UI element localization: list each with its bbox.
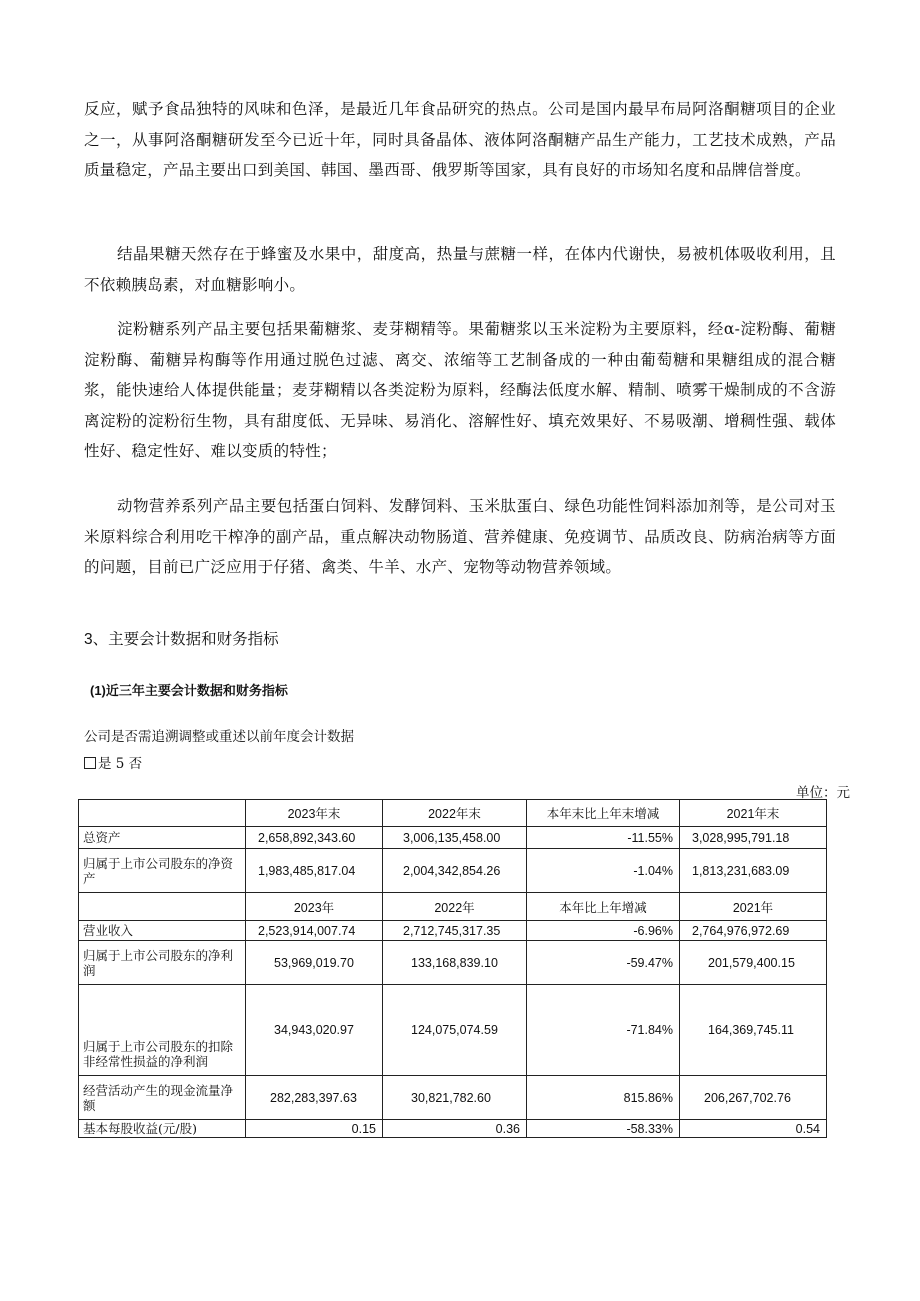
paragraph-animal-nutrition: 动物营养系列产品主要包括蛋白饲料、发酵饲料、玉米肽蛋白、绿色功能性饲料添加剂等，是公司对玉米原料综合利用吃干榨净的副产品，重点解决动物肠道、营养健康、免疫调节、品质改良、防病治病等方面的问题，目前已广泛应用于仔猪、禽类、牛羊、水产、宠物等动物营养领域。 <box>84 497 836 577</box>
row-label: 总资产 <box>79 827 246 849</box>
paragraph-allulose: 反应，赋予食品独特的风味和色泽，是最近几年食品研究的热点。公司是国内最早布局阿洛酮糖项目的企业之一，从事阿洛酮糖研发至今已近十年，同时具备晶体、液体阿洛酮糖产品生产能力，工艺技术成熟，产品质量稳定，产品主要出口到美国、韩国、墨西哥、俄罗斯等国家，具有良好的市场知名度和品牌信誉度。 <box>84 100 836 180</box>
answer-no: 5 否 <box>115 756 143 772</box>
value-cell: 815.86% <box>527 1076 680 1120</box>
value-cell: 206,267,702.76 <box>680 1076 827 1120</box>
header-cell: 2021年末 <box>680 800 827 827</box>
header-cell: 2023年 <box>246 893 383 921</box>
row-label: 归属于上市公司股东的净资产 <box>79 849 246 893</box>
financial-indicators-table <box>78 799 827 1138</box>
restatement-answer <box>84 752 142 772</box>
value-cell: 133,168,839.10 <box>383 941 527 985</box>
value-cell: -6.96% <box>527 921 680 941</box>
value-cell: 2,712,745,317.35 <box>383 921 527 941</box>
header-cell <box>79 800 246 827</box>
table-row <box>79 921 827 941</box>
header-cell <box>79 893 246 921</box>
header-cell: 2021年 <box>680 893 827 921</box>
value-cell: 30,821,782.60 <box>383 1076 527 1120</box>
row-label: 经营活动产生的现金流量净额 <box>79 1076 246 1120</box>
table-row <box>79 985 827 1076</box>
value-cell: 1,983,485,817.04 <box>246 849 383 893</box>
value-cell: -71.84% <box>527 985 680 1076</box>
table-header-row <box>79 893 827 921</box>
value-cell: 0.36 <box>383 1120 527 1138</box>
table-row <box>79 827 827 849</box>
restatement-question: 公司是否需追溯调整或重述以前年度会计数据 <box>84 729 354 745</box>
row-label: 归属于上市公司股东的扣除非经常性损益的净利润 <box>79 985 246 1076</box>
value-cell: 282,283,397.63 <box>246 1076 383 1120</box>
value-cell: 2,764,976,972.69 <box>680 921 827 941</box>
value-cell: 164,369,745.11 <box>680 985 827 1076</box>
header-cell: 本年比上年增减 <box>527 893 680 921</box>
value-cell: 53,969,019.70 <box>246 941 383 985</box>
unit-label: 单位：元 <box>796 785 850 801</box>
table-row <box>79 1076 827 1120</box>
value-cell: 0.54 <box>680 1120 827 1138</box>
value-cell: 1,813,231,683.09 <box>680 849 827 893</box>
value-cell: -1.04% <box>527 849 680 893</box>
value-cell: 0.15 <box>246 1120 383 1138</box>
answer-yes: 是 <box>98 756 112 772</box>
value-cell: 2,658,892,343.60 <box>246 827 383 849</box>
section-title: 3、主要会计数据和财务指标 <box>84 631 279 648</box>
row-label: 基本每股收益(元/股) <box>79 1120 246 1138</box>
table-row <box>79 1120 827 1138</box>
value-cell: -11.55% <box>527 827 680 849</box>
value-cell: 124,075,074.59 <box>383 985 527 1076</box>
value-cell: 3,006,135,458.00 <box>383 827 527 849</box>
paragraph-starch-sugar: 淀粉糖系列产品主要包括果葡糖浆、麦芽糊精等。果葡糖浆以玉米淀粉为主要原料，经α-淀粉酶、葡糖淀粉酶、葡糖异构酶等作用通过脱色过滤、离交、浓缩等工艺制备成的一种由葡萄糖和果糖组成的混合糖浆，能快速给人体提供能量；麦芽糊精以各类淀粉为原料，经酶法低度水解、精制、喷雾干燥制成的不含游离淀粉的淀粉衍生物，具有甜度低、无异味、易消化、溶解性好、填充效果好、不易吸潮、增稠性强、载体性好、稳定性好、难以变质的特性； <box>84 320 836 461</box>
header-cell: 2022年 <box>383 893 527 921</box>
row-label: 营业收入 <box>79 921 246 941</box>
header-cell: 本年末比上年末增减 <box>527 800 680 827</box>
section-subtitle: (1)近三年主要会计数据和财务指标 <box>90 683 288 698</box>
table-row <box>79 849 827 893</box>
paragraph-crystalline-fructose: 结晶果糖天然存在于蜂蜜及水果中，甜度高，热量与蔗糖一样，在体内代谢快，易被机体吸收利用，且不依赖胰岛素，对血糖影响小。 <box>84 245 836 294</box>
table-row <box>79 941 827 985</box>
header-cell: 2022年末 <box>383 800 527 827</box>
value-cell: 201,579,400.15 <box>680 941 827 985</box>
value-cell: 34,943,020.97 <box>246 985 383 1076</box>
checkbox-icon <box>84 757 96 769</box>
value-cell: 3,028,995,791.18 <box>680 827 827 849</box>
value-cell: -58.33% <box>527 1120 680 1138</box>
value-cell: -59.47% <box>527 941 680 985</box>
row-label: 归属于上市公司股东的净利润 <box>79 941 246 985</box>
table-header-row <box>79 800 827 827</box>
value-cell: 2,004,342,854.26 <box>383 849 527 893</box>
value-cell: 2,523,914,007.74 <box>246 921 383 941</box>
header-cell: 2023年末 <box>246 800 383 827</box>
